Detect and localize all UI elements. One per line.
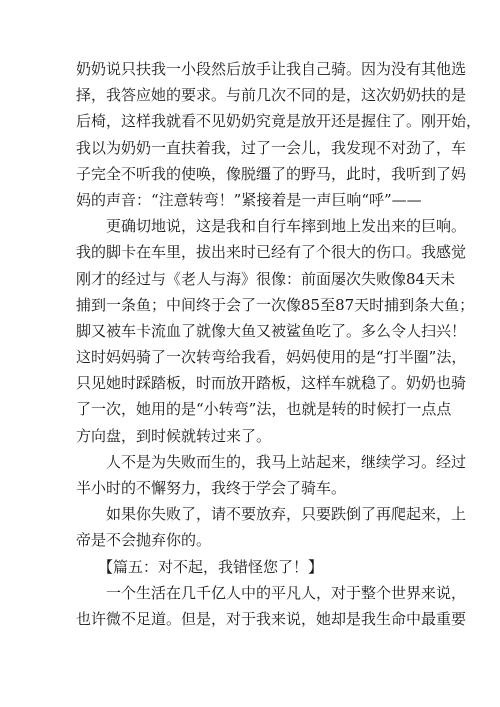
text-line: 我的脚卡在车里，拔出来时已经有了个很大的伤口。我感觉 bbox=[76, 243, 467, 262]
text-line: 也许微不足道。但是，对于我来说，她却是我生命中最重要 bbox=[76, 609, 467, 628]
section-heading: 【篇五：对不起，我错怪您了！】 bbox=[98, 557, 324, 576]
text-line: 更确切地说，这是我和自行车摔到地上发出来的巨响。 bbox=[106, 217, 467, 236]
text-line: 妈的声音：“注意转弯！”紧接着是一声巨响“呼”—— bbox=[76, 190, 422, 209]
text-line: 我以为奶奶一直扶着我，过了一会儿，我发现不对劲了，车 bbox=[76, 138, 467, 157]
text-line: 刚才的经过与《老人与海》很像：前面屡次失败像84天未 bbox=[76, 269, 456, 288]
text-line: 只见她时踩踏板，时而放开踏板，这样车就稳了。奶奶也骑 bbox=[76, 374, 467, 393]
text-line: 后椅，这样我就看不见奶奶究竟是放开还是握住了。刚开始， bbox=[76, 112, 482, 131]
text-line: 了一次，她用的是“小转弯”法，也就是转的时候打一点点 bbox=[76, 400, 452, 419]
text-line: 如果你失败了，请不要放弃，只要跌倒了再爬起来，上 bbox=[106, 505, 467, 524]
text-line: 子完全不听我的使唤，像脱缰了的野马，此时，我听到了妈 bbox=[76, 164, 467, 183]
text-line: 一个生活在几千亿人中的平凡人，对于整个世界来说， bbox=[106, 583, 467, 602]
text-line: 这时妈妈骑了一次转弯给我看，妈妈使用的是“打半圈”法， bbox=[76, 348, 467, 367]
text-line: 方向盘，到时候就转过来了。 bbox=[76, 426, 272, 445]
text-line: 捕到一条鱼；中间终于会了一次像85至87天时捕到条大鱼； bbox=[76, 295, 475, 314]
text-line: 奶奶说只扶我一小段然后放手让我自己骑。因为没有其他选 bbox=[76, 60, 467, 78]
text-line: 人不是为失败而生的，我马上站起来，继续学习。经过 bbox=[106, 452, 467, 471]
text-line: 择，我答应她的要求。与前几次不同的是，这次奶奶扶的是 bbox=[76, 86, 467, 105]
text-line: 半小时的不懈努力，我终于学会了骑车。 bbox=[76, 479, 347, 497]
document-body bbox=[76, 56, 482, 632]
text-line: 帝是不会抛弃你的。 bbox=[76, 531, 212, 550]
text-line: 脚又被车卡流血了就像大鱼又被鲨鱼吃了。多么令人扫兴！ bbox=[76, 321, 467, 340]
